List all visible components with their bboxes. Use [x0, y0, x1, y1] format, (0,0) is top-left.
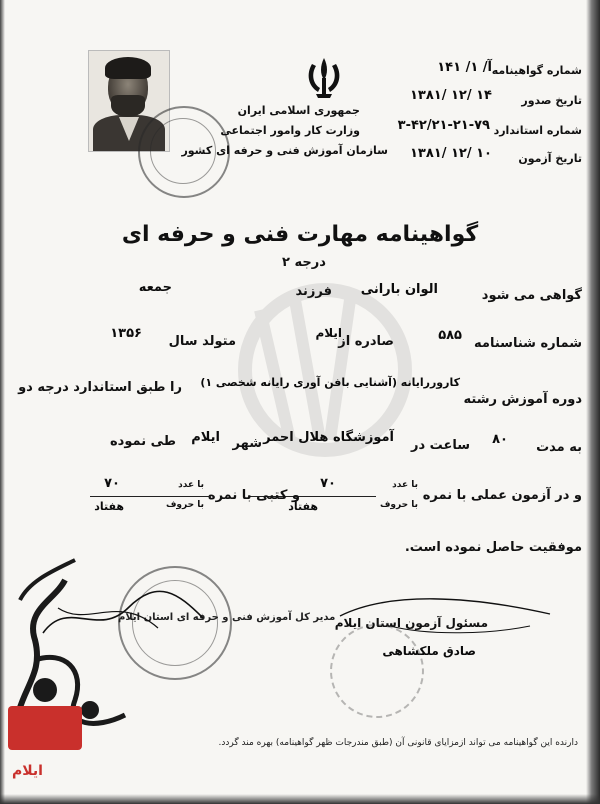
standard-number-label: شماره استاندارد	[493, 124, 582, 137]
footer-note: دارنده این گواهینامه می تواند ازمزایای قانونی آن (طبق مندرجات ظهر گواهینامه) بهره مند گردد.	[218, 738, 578, 748]
training-center: آموزشگاه هلال احمر	[263, 430, 394, 445]
theory-digit-label: با عدد	[178, 480, 204, 490]
ministry-line-2: وزارت کار وامور اجتماعی	[220, 124, 360, 137]
exam-date-label: تاریخ آزمون	[518, 152, 582, 165]
examiner-stamp	[330, 624, 424, 718]
ministry-line-1: جمهوری اسلامی ایران	[237, 104, 360, 117]
city-label: شهر	[232, 436, 262, 451]
photo-beard	[111, 95, 145, 117]
hours-label: ساعت در	[411, 438, 470, 453]
course-suffix: را طبق استاندارد درجه دو	[18, 380, 182, 395]
duration-value: ۸۰	[492, 432, 508, 447]
grade: درجه ۲	[282, 255, 326, 270]
birth-year-value: ۱۳۵۶	[110, 326, 142, 341]
scan-edge-right	[586, 0, 600, 804]
theory-score-line	[90, 496, 210, 497]
id-number-label: شماره شناسنامه	[474, 336, 582, 351]
site-logo-badge	[8, 706, 82, 750]
practical-score-letters: هفتاد	[288, 500, 318, 513]
holder-name: الوان بارانی	[360, 282, 438, 297]
certify-label: گواهی می شود	[481, 288, 582, 303]
certificate-number-value: آ/ ۱/ ۱۴۱	[437, 60, 492, 75]
practical-digit-label: با عدد	[392, 480, 418, 490]
examiner-title: مسئول آزمون استان ایلام	[334, 616, 488, 630]
photo-hair	[105, 57, 151, 79]
standard-number-value: ۳-۴۲/۲۱-۲۱-۷۹	[397, 118, 490, 133]
duration-label: به مدت	[536, 440, 582, 455]
child-of-label: فرزند	[295, 284, 332, 299]
issue-date-label: تاریخ صدور	[521, 94, 582, 107]
issued-from-value: ایلام	[315, 326, 342, 340]
course-value: کاروررایانه (آشنایی بافن آوری رایانه شخصی ۱)	[200, 376, 460, 389]
practical-score-digits: ۷۰	[320, 476, 336, 491]
issue-date-value: ۱۳۸۱/ ۱۲/ ۱۴	[409, 88, 492, 103]
city-value: ایلام	[191, 430, 220, 445]
issued-from-label: صادره از	[338, 334, 394, 349]
father-name: جمعه	[138, 280, 172, 295]
theory-exam-label: و کتبی با نمره	[207, 488, 300, 503]
practical-letter-label: با حروف	[379, 500, 418, 510]
birth-year-label: متولد سال	[168, 334, 236, 349]
theory-letter-label: با حروف	[165, 500, 204, 510]
ministry-line-3: سازمان آموزش فنی و حرفه ای کشور	[181, 144, 388, 157]
practical-exam-label: و در آزمون عملی با نمره	[422, 488, 582, 503]
exam-date-value: ۱۳۸۱/ ۱۲/ ۱۰	[409, 146, 492, 161]
site-logo-text: ایلام	[12, 763, 43, 779]
course-label: دوره آموزش رشته	[463, 392, 582, 407]
certificate-number-label: شماره گواهینامه	[491, 64, 582, 77]
theory-score-letters: هفتاد	[94, 500, 124, 513]
director-title: مدیر کل آموزش فنی و حرفه ای استان ایلام	[118, 612, 336, 623]
completed-label: طی نموده	[109, 434, 176, 449]
success-text: موفقیت حاصل نموده است.	[404, 540, 582, 555]
scan-edge-bottom	[0, 794, 600, 804]
iran-emblem-icon	[300, 54, 348, 100]
examiner-name: صادق ملکشاهی	[382, 644, 476, 658]
theory-score-digits: ۷۰	[104, 476, 120, 491]
id-number-value: ۵۸۵	[438, 328, 462, 343]
certificate-title: گواهینامه مهارت فنی و حرفه ای	[121, 222, 479, 247]
